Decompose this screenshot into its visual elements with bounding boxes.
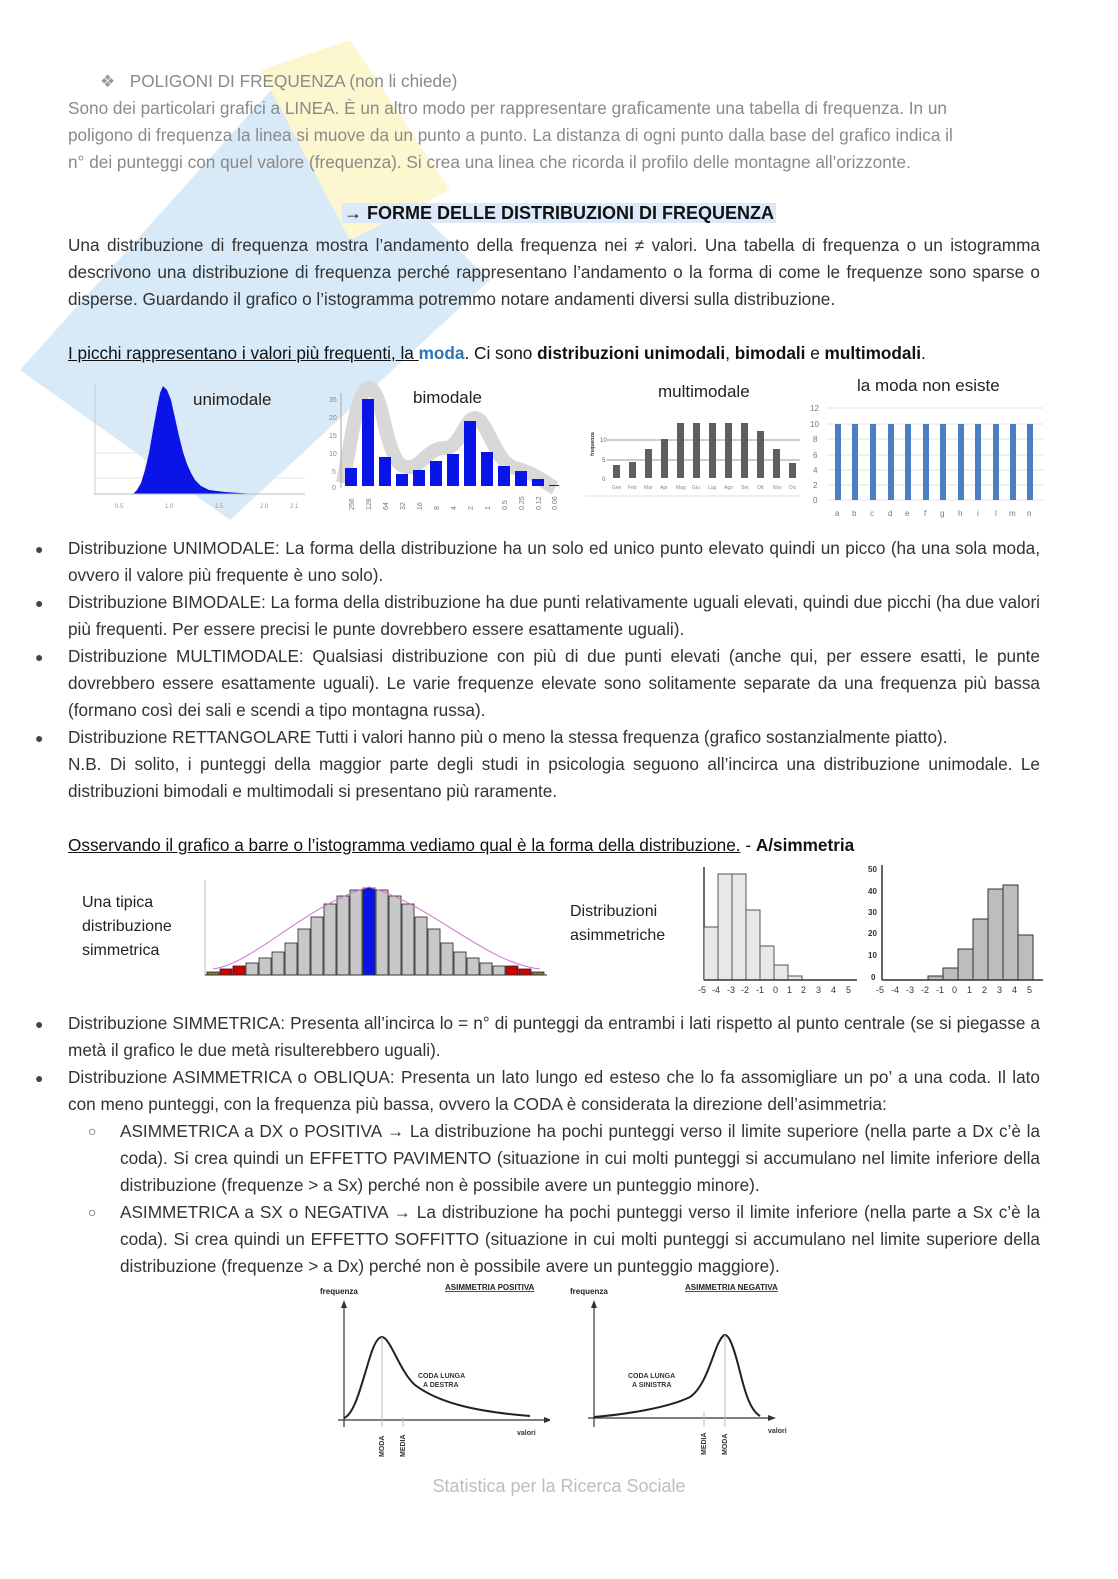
svg-text:1.0: 1.0 bbox=[165, 504, 174, 510]
svg-text:b: b bbox=[852, 509, 857, 518]
svg-text:6: 6 bbox=[813, 451, 818, 460]
svg-text:1: 1 bbox=[787, 985, 793, 995]
chart-title-bimodale: bimodale bbox=[413, 388, 482, 407]
svg-text:10: 10 bbox=[810, 420, 819, 429]
negative-skew-curve bbox=[570, 1282, 800, 1462]
poligoni-line-1: Sono dei particolari grafici a LINEA. È un altro modo per rappresentare graficamente una tabella di frequenza. In un bbox=[68, 98, 947, 118]
svg-text:10: 10 bbox=[329, 451, 337, 458]
poligoni-line-2: poligono di frequenza la linea si muove da un punto a punto. La distanza di ogni punto dalla base del grafico indica il bbox=[68, 125, 953, 145]
svg-text:50: 50 bbox=[868, 865, 877, 874]
svg-text:ASIMMETRIA POSITIVA: ASIMMETRIA POSITIVA bbox=[445, 1283, 535, 1292]
svg-text:Ago: Ago bbox=[724, 485, 733, 491]
svg-text:16: 16 bbox=[417, 502, 424, 510]
bullet-unimodale: Distribuzione UNIMODALE: La forma della distribuzione ha un solo ed unico punto elevato quindi un picco (ha una sola moda, ovvero il valore più frequente è uno solo). bbox=[68, 538, 1040, 585]
circle-bullet-icon: ○ bbox=[88, 1204, 97, 1220]
page-footer: Statistica per la Ricerca Sociale bbox=[432, 1476, 686, 1496]
svg-text:20: 20 bbox=[329, 415, 337, 422]
svg-text:0: 0 bbox=[773, 985, 779, 995]
svg-text:5: 5 bbox=[846, 985, 852, 995]
svg-text:frequenza: frequenza bbox=[320, 1287, 358, 1296]
svg-text:MEDIA: MEDIA bbox=[701, 1432, 708, 1455]
svg-text:f: f bbox=[924, 509, 927, 518]
svg-text:valori: valori bbox=[517, 1430, 536, 1437]
svg-text:Mar: Mar bbox=[644, 485, 653, 491]
svg-text:Lug: Lug bbox=[708, 485, 717, 491]
svg-text:A SINISTRA: A SINISTRA bbox=[632, 1382, 672, 1389]
svg-text:4: 4 bbox=[813, 466, 818, 475]
bullet-dot-icon: ● bbox=[35, 649, 44, 665]
svg-text:1: 1 bbox=[967, 985, 973, 995]
svg-text:5: 5 bbox=[332, 469, 336, 476]
svg-text:d: d bbox=[888, 509, 893, 518]
svg-text:3: 3 bbox=[816, 985, 822, 995]
positive-skew-curve bbox=[320, 1282, 550, 1462]
svg-text:0.25: 0.25 bbox=[519, 496, 526, 510]
svg-text:40: 40 bbox=[868, 887, 877, 896]
svg-text:m: m bbox=[1009, 509, 1016, 518]
svg-text:64: 64 bbox=[383, 502, 390, 510]
svg-text:32: 32 bbox=[400, 502, 407, 510]
svg-text:35: 35 bbox=[329, 397, 337, 404]
chart-unimodale bbox=[85, 378, 310, 513]
svg-text:l: l bbox=[995, 509, 997, 518]
svg-text:Mag: Mag bbox=[676, 485, 686, 491]
svg-text:2: 2 bbox=[801, 985, 807, 995]
positive-skew-histogram bbox=[692, 862, 862, 997]
chart-simmetrica bbox=[195, 875, 555, 995]
label-asimmetriche: Distribuzioni asimmetriche bbox=[570, 903, 666, 944]
svg-text:2: 2 bbox=[813, 481, 818, 490]
svg-text:30: 30 bbox=[868, 908, 877, 917]
nb-note: N.B. Di solito, i punteggi della maggior parte degli studi in psicologia seguono all’incirca una distribuzione unimodale. Le distribuzioni bimodali e multimodali si presentano più raramente. bbox=[68, 754, 1040, 801]
bullet-rettangolare: Distribuzione RETTANGOLARE Tutti i valori hanno più o meno la stessa frequenza (grafico sostanzialmente piatto). bbox=[68, 727, 948, 747]
svg-text:MODA: MODA bbox=[379, 1435, 386, 1457]
svg-text:e: e bbox=[905, 509, 910, 518]
svg-text:h: h bbox=[958, 509, 963, 518]
svg-text:10: 10 bbox=[868, 951, 877, 960]
svg-text:5: 5 bbox=[602, 458, 606, 464]
svg-text:1.5: 1.5 bbox=[215, 504, 224, 510]
bullet-simmetrica: Distribuzione SIMMETRICA: Presenta all’incirca lo = n° di punteggi da entrambi i lati rispetto al punto centrale (se si piegasse a metà il grafico le due metà risulterebbero uguali). bbox=[68, 1013, 1040, 1060]
svg-text:MODA: MODA bbox=[722, 1433, 729, 1455]
svg-text:0: 0 bbox=[952, 985, 958, 995]
bullet-asimmetrica: Distribuzione ASIMMETRICA o OBLIQUA: Presenta un lato lungo ed esteso che lo fa assomigliare un po’ a una coda. Il lato con meno punteggi, con la frequenza più bassa, ovvero la CODA è considerata la direzione dell’asimmetria: bbox=[68, 1067, 1040, 1114]
svg-text:valori: valori bbox=[768, 1428, 787, 1435]
svg-text:-5: -5 bbox=[876, 985, 885, 995]
svg-text:10: 10 bbox=[600, 438, 607, 444]
poligoni-title: ❖ POLIGONI DI FREQUENZA (non li chiede) bbox=[100, 71, 458, 91]
svg-text:2.0: 2.0 bbox=[260, 504, 269, 510]
svg-text:Nov: Nov bbox=[773, 485, 782, 491]
circle-bullet-icon: ○ bbox=[88, 1123, 97, 1139]
svg-text:Ott: Ott bbox=[757, 485, 764, 491]
svg-text:-2: -2 bbox=[921, 985, 930, 995]
bullet-dot-icon: ● bbox=[35, 730, 44, 746]
svg-text:Dic: Dic bbox=[789, 485, 797, 491]
svg-text:-1: -1 bbox=[936, 985, 945, 995]
svg-text:2.1: 2.1 bbox=[290, 504, 299, 510]
svg-text:c: c bbox=[870, 509, 874, 518]
chart-multimodale bbox=[585, 378, 800, 498]
svg-text:8: 8 bbox=[434, 506, 441, 510]
svg-text:5: 5 bbox=[1027, 985, 1033, 995]
svg-text:4: 4 bbox=[1012, 985, 1018, 995]
svg-text:20: 20 bbox=[868, 929, 877, 938]
svg-text:0.12: 0.12 bbox=[536, 496, 543, 510]
svg-text:15: 15 bbox=[329, 433, 337, 440]
bullet-multimodale: Distribuzione MULTIMODALE: Qualsiasi distribuzione con più di due punti elevati (anche qui, per essere esatti, le punte dovrebbero essere esattamente uguali). Le varie frequenze elevate sono solitamente separate da una frequenza più bassa (formano così dei sali e scendi a tipo montagna russa). bbox=[68, 646, 1040, 720]
svg-text:8: 8 bbox=[813, 435, 818, 444]
svg-text:0.5: 0.5 bbox=[115, 504, 124, 510]
chart-bimodale bbox=[325, 378, 560, 518]
svg-text:MEDIA: MEDIA bbox=[400, 1434, 407, 1457]
sub-bullet-negativa: ASIMMETRICA a SX o NEGATIVA → La distribuzione ha pochi punteggi verso il limite inferiore (nella parte a Sx c’è la coda). Si crea quindi un EFFETTO SOFFITTO (situazione in cui molti punteggi si accumulano nel limite superiore della distribuzione (frequenze > a Dx) perché non è possibile avere un punteggio maggiore). bbox=[120, 1202, 1040, 1276]
chart-asimmetrica-positiva-hist bbox=[692, 862, 862, 997]
bullet-dot-icon: ● bbox=[35, 1016, 44, 1032]
svg-text:4: 4 bbox=[831, 985, 837, 995]
svg-text:0.06: 0.06 bbox=[552, 496, 559, 510]
svg-text:CODA LUNGA: CODA LUNGA bbox=[418, 1373, 466, 1380]
svg-text:256: 256 bbox=[349, 498, 356, 510]
chart-title-multimodale: multimodale bbox=[658, 382, 750, 401]
bullet-dot-icon: ● bbox=[35, 541, 44, 557]
svg-text:0: 0 bbox=[332, 485, 336, 492]
svg-text:Feb: Feb bbox=[628, 485, 637, 491]
svg-text:0: 0 bbox=[813, 496, 818, 505]
svg-text:a: a bbox=[835, 509, 840, 518]
poligoni-line-3: n° dei punteggi con quel valore (frequenza). Si crea una linea che ricorda il profilo delle montagne all’orizzonte. bbox=[68, 152, 911, 172]
svg-text:1: 1 bbox=[485, 506, 492, 510]
svg-text:A DESTRA: A DESTRA bbox=[423, 1382, 459, 1389]
simmetria-line: Osservando il grafico a barre o l’istogramma vediamo qual è la forma della distribuzione. - A/simmetria bbox=[68, 835, 855, 855]
svg-text:g: g bbox=[940, 509, 945, 518]
section-heading: → FORME DELLE DISTRIBUZIONI DI FREQUENZA bbox=[344, 203, 774, 223]
svg-text:frequenza: frequenza bbox=[570, 1287, 608, 1296]
bullet-dot-icon: ● bbox=[35, 1070, 44, 1086]
chart-asimmetrica-negativa-hist bbox=[868, 862, 1048, 997]
svg-text:Set: Set bbox=[741, 485, 749, 491]
svg-text:0.5: 0.5 bbox=[502, 500, 509, 510]
svg-text:Giu: Giu bbox=[692, 485, 700, 491]
diagram-asimmetria-negativa bbox=[570, 1282, 800, 1462]
svg-text:-3: -3 bbox=[727, 985, 736, 995]
svg-text:-2: -2 bbox=[741, 985, 750, 995]
diagram-asimmetria-positiva bbox=[320, 1282, 550, 1462]
svg-text:2: 2 bbox=[468, 506, 475, 510]
label-simmetrica: Una tipica distribuzione simmetrica bbox=[82, 894, 172, 959]
svg-text:-3: -3 bbox=[906, 985, 915, 995]
chart-moda-non-esiste bbox=[805, 372, 1045, 520]
svg-text:n: n bbox=[1027, 509, 1032, 518]
forme-intro: Una distribuzione di frequenza mostra l’andamento della frequenza nei ≠ valori. Una tabella di frequenza o un istogramma descrivono una distribuzione di frequenza perché rappresentano l’andamento o la forma di come le frequenze sono sparse o disperse. Guardando il grafico o l’istogramma potremmo notare andamenti diversi sulla distribuzione. bbox=[68, 235, 1040, 309]
svg-text:128: 128 bbox=[366, 498, 373, 510]
svg-text:i: i bbox=[977, 509, 979, 518]
svg-text:Apr: Apr bbox=[660, 485, 668, 491]
sub-bullet-positiva: ASIMMETRICA a DX o POSITIVA → La distribuzione ha pochi punteggi verso il limite superiore (nella parte a Dx c’è la coda). Si crea quindi un EFFETTO PAVIMENTO (situazione in cui molti punteggi si accumulano nel limite inferiore della distribuzione (frequenze > a Sx) perché non è possibile avere un punteggio minore). bbox=[120, 1121, 1040, 1195]
svg-text:-5: -5 bbox=[698, 985, 707, 995]
diamond-cluster-icon: ❖ bbox=[100, 71, 116, 91]
svg-text:4: 4 bbox=[451, 506, 458, 510]
negative-skew-histogram bbox=[868, 862, 1048, 997]
svg-text:CODA LUNGA: CODA LUNGA bbox=[628, 1373, 676, 1380]
svg-text:frequenza: frequenza bbox=[590, 432, 596, 456]
bullet-bimodale: Distribuzione BIMODALE: La forma della distribuzione ha due punti relativamente uguali elevati, quindi due picchi (ha due valori più frequenti. Per essere precisi le punte dovrebbero essere esattamente uguali). bbox=[68, 592, 1040, 639]
svg-text:ASIMMETRIA NEGATIVA: ASIMMETRIA NEGATIVA bbox=[685, 1283, 778, 1292]
svg-text:-4: -4 bbox=[891, 985, 900, 995]
simmetrica-histogram bbox=[195, 875, 555, 995]
svg-text:0: 0 bbox=[602, 477, 606, 483]
svg-text:3: 3 bbox=[997, 985, 1003, 995]
svg-text:12: 12 bbox=[810, 404, 819, 413]
svg-text:-4: -4 bbox=[712, 985, 721, 995]
chart-title-moda-non-esiste: la moda non esiste bbox=[857, 376, 1000, 395]
svg-text:-1: -1 bbox=[756, 985, 765, 995]
svg-text:Gen: Gen bbox=[612, 485, 622, 491]
svg-text:2: 2 bbox=[982, 985, 988, 995]
chart-title-unimodale: unimodale bbox=[193, 390, 272, 409]
bullet-dot-icon: ● bbox=[35, 595, 44, 611]
picchi-line: I picchi rappresentano i valori più frequenti, la moda. Ci sono distribuzioni unimodali, bimodali e multimodali. bbox=[68, 343, 926, 363]
svg-text:0: 0 bbox=[871, 973, 876, 982]
